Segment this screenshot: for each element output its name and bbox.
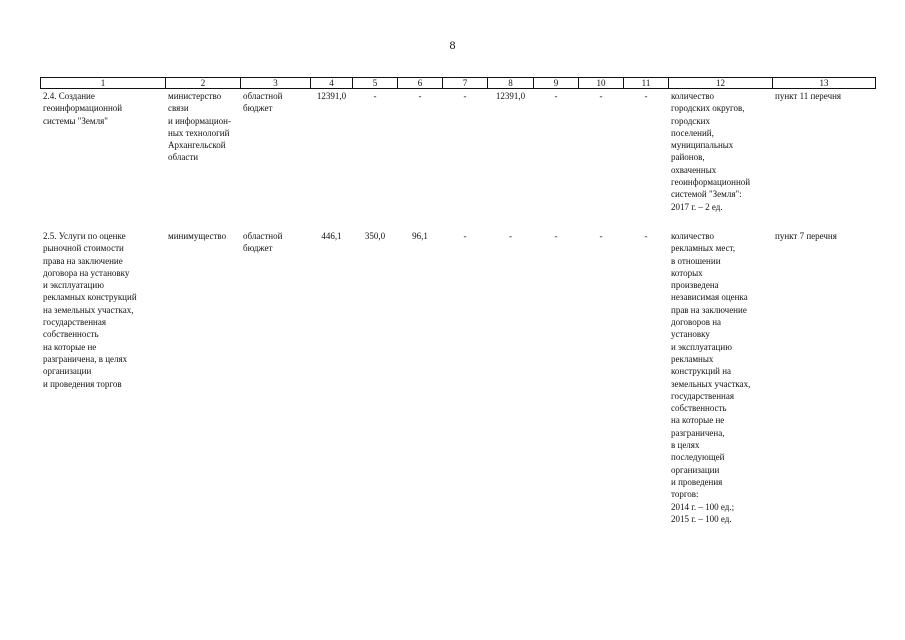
page-number: 8 [449,38,456,52]
year-amount-cell: - [644,231,648,241]
column-number: 8 [488,78,534,89]
year-amount-cell: - [599,231,603,241]
year-amount-cell: - [554,91,558,101]
column-number: 4 [311,78,353,89]
executor-cell: министерство связи и информацион- ных технологий Архангельской области [168,91,231,163]
column-number: 6 [398,78,443,89]
table-row [41,89,876,231]
indicator-cell: количество городских округов, городских поселений, муниципальных районов, охваченных геоинформационной системой "Земля": 2017 г. – 2 ед. [671,91,751,212]
column-number: 10 [579,78,624,89]
year-amount-cell: 12391,0 [495,91,526,101]
column-number: 12 [669,78,773,89]
indicator-cell: количество рекламных мест, в отношении которых произведена независимая оценка прав на заключение договоров на установку и эксплуатацию рекламных конструкций на земельных участках, государственная собственность на которые не разграничена, в целях последующей организации и проведения торгов: 2014 г. – 100 ед.; 2015 г. – 100 ед. [671,231,751,524]
reference-cell: пункт 7 перечня [775,231,837,241]
year-amount-cell: - [509,231,512,241]
column-number: 2 [166,78,241,89]
year-amount-cell: 96,1 [412,231,428,241]
total-amount-cell: 12391,0 [316,91,347,101]
year-amount-cell: - [463,91,467,101]
reference-cell: пункт 11 перечня [775,91,842,101]
total-amount-cell: 446,1 [321,231,342,241]
year-amount-cell: - [418,91,422,101]
activity-name-cell: 2.5. Услуги по оценке рыночной стоимости права на заключение договора на установку и эксплуатацию рекламных конструкций на земельных участках, государственная собственность на которые не разграничена, в целях организации и проведения торгов [43,231,137,389]
year-amount-cell: - [463,231,467,241]
year-amount-cell: - [599,91,603,101]
column-number-header-row [41,78,876,89]
column-number: 5 [353,78,398,89]
column-number: 7 [443,78,488,89]
year-amount-cell: - [644,91,648,101]
funding-source-cell: областной бюджет [243,91,283,114]
year-amount-cell: - [373,91,377,101]
activity-name-cell: 2.4. Создание геоинформационной системы "Земля" [43,91,123,126]
column-number: 11 [624,78,669,89]
column-number: 3 [241,78,311,89]
year-amount-cell: - [554,231,558,241]
executor-cell: минимущество [168,231,227,241]
program-table [40,77,876,525]
column-number: 1 [41,78,166,89]
funding-source-cell: областной бюджет [243,231,283,254]
year-amount-cell: 350,0 [364,231,386,241]
column-number: 13 [773,78,876,89]
column-number: 9 [534,78,579,89]
table-row [41,230,876,525]
